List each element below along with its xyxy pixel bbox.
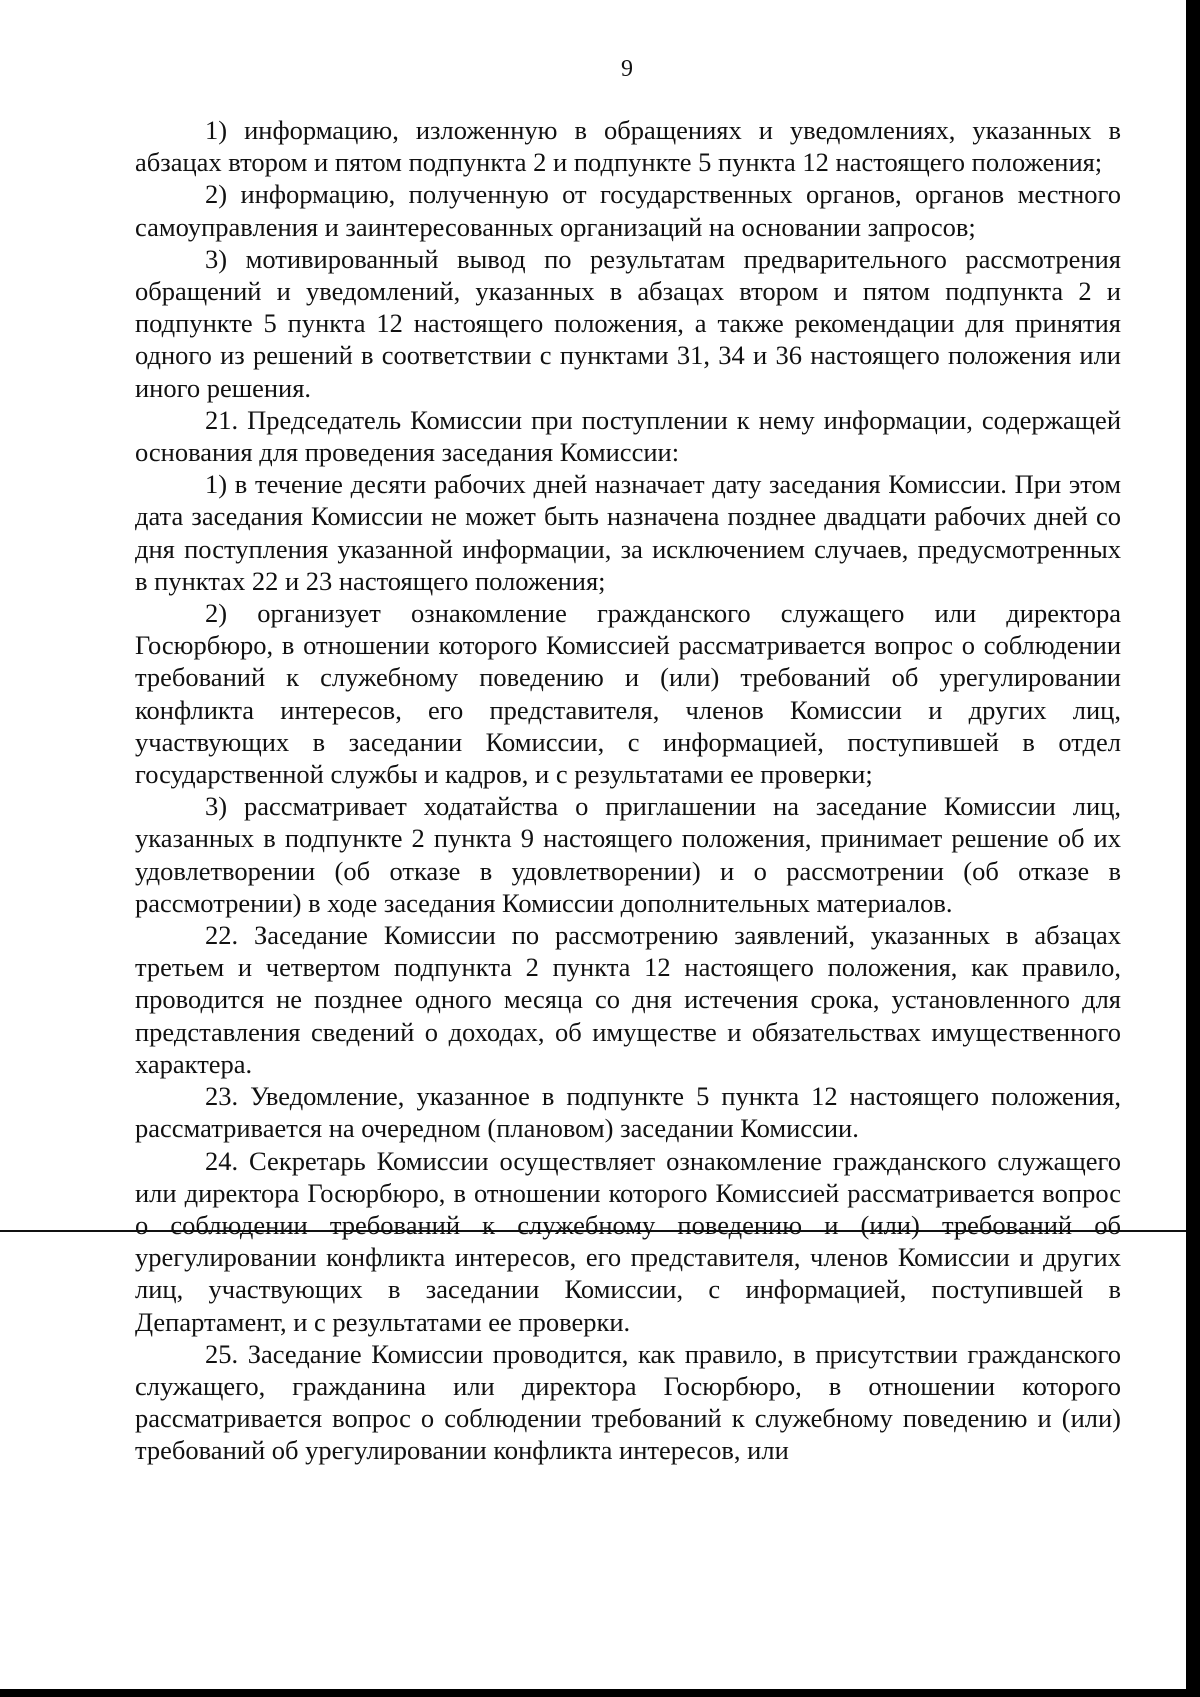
paragraph-sub-2-info-organy: 2) информацию, полученную от государственных органов, органов местного самоуправления и заинтересованных организаций на основании запросов; (135, 179, 1121, 242)
paragraph-24: 24. Секретарь Комиссии осуществляет ознакомление гражданского служащего или директора Госюрбюро, в отношении которого Комиссией рассматривается вопрос о соблюдении требований к служебному поведению и (или) требований об урегулировании конфликта интересов, его представителя, членов Комиссии и других лиц, участвующих в заседании Комиссии, с информацией, поступившей в Департамент, и с результатами ее проверки. (135, 1145, 1121, 1337)
paragraph-sub-3-motivirovanny-vyvod: 3) мотивированный вывод по результатам предварительного рассмотрения обращений и уведомлений, указанных в абзацах втором и пятом подпункта 2 и подпункте 5 пункта 12 настоящего положения, а также рекомендации для принятия одного из решений в соответствии с пунктами 31, 34 и 36 настоящего положения или иного решения. (135, 243, 1121, 403)
document-body (135, 114, 1121, 1467)
paragraph-23: 23. Уведомление, указанное в подпункте 5 пункта 12 настоящего положения, рассматривается на очередном (плановом) заседании Комиссии. (135, 1081, 1121, 1144)
scan-edge-right (1186, 0, 1200, 1697)
paragraph-22: 22. Заседание Комиссии по рассмотрению заявлений, указанных в абзацах третьем и четвертом подпункта 2 пункта 12 настоящего положения, как правило, проводится не позднее одного месяца со дня истечения срока, установленного для представления сведений о доходах, об имуществе и обязательствах имущественного характера. (135, 920, 1121, 1079)
paragraph-21-sub-2: 2) организует ознакомление гражданского служащего или директора Госюрбюро, в отношении которого Комиссией рассматривается вопрос о соблюдении требований к служебному поведению и (или) требований об урегулировании конфликта интересов, его представителя, членов Комиссии и других лиц, участвующих в заседании Комиссии, с информацией, поступившей в отдел государственной службы и кадров, и с результатами ее проверки; (135, 598, 1121, 790)
page-number: 9 (621, 56, 633, 82)
paragraph-21-predsedatel: 21. Председатель Комиссии при поступлении к нему информации, содержащей основания для проведения заседания Комиссии: (135, 404, 1121, 468)
scan-artifact-line (0, 1230, 1186, 1232)
paragraph-sub-1-info-obrashcheniya: 1) информацию, изложенную в обращениях и уведомлениях, указанных в абзацах втором и пятом подпункта 2 и подпункте 5 пункта 12 настоящего положения; (135, 115, 1121, 178)
scan-edge-bottom (0, 1689, 1200, 1697)
paragraph-21-sub-3: 3) рассматривает ходатайства о приглашении на заседание Комиссии лиц, указанных в подпункте 2 пункта 9 настоящего положения, принимает решение об их удовлетворении (об отказе в удовлетворении) и о рассмотрении (об отказе в рассмотрении) в ходе заседания Комиссии дополнительных материалов. (135, 791, 1121, 918)
paragraph-21-sub-1: 1) в течение десяти рабочих дней назначает дату заседания Комиссии. При этом дата заседания Комиссии не может быть назначена позднее двадцати рабочих дней со дня поступления указанной информации, за исключением случаев, предусмотренных в пунктах 22 и 23 настоящего положения; (135, 469, 1121, 596)
paragraph-25: 25. Заседание Комиссии проводится, как правило, в присутствии гражданского служащего, гражданина или директора Госюрбюро, в отношении которого рассматривается вопрос о соблюдении требований к служебному поведению и (или) требований об урегулировании конфликта интересов, или (135, 1338, 1121, 1466)
